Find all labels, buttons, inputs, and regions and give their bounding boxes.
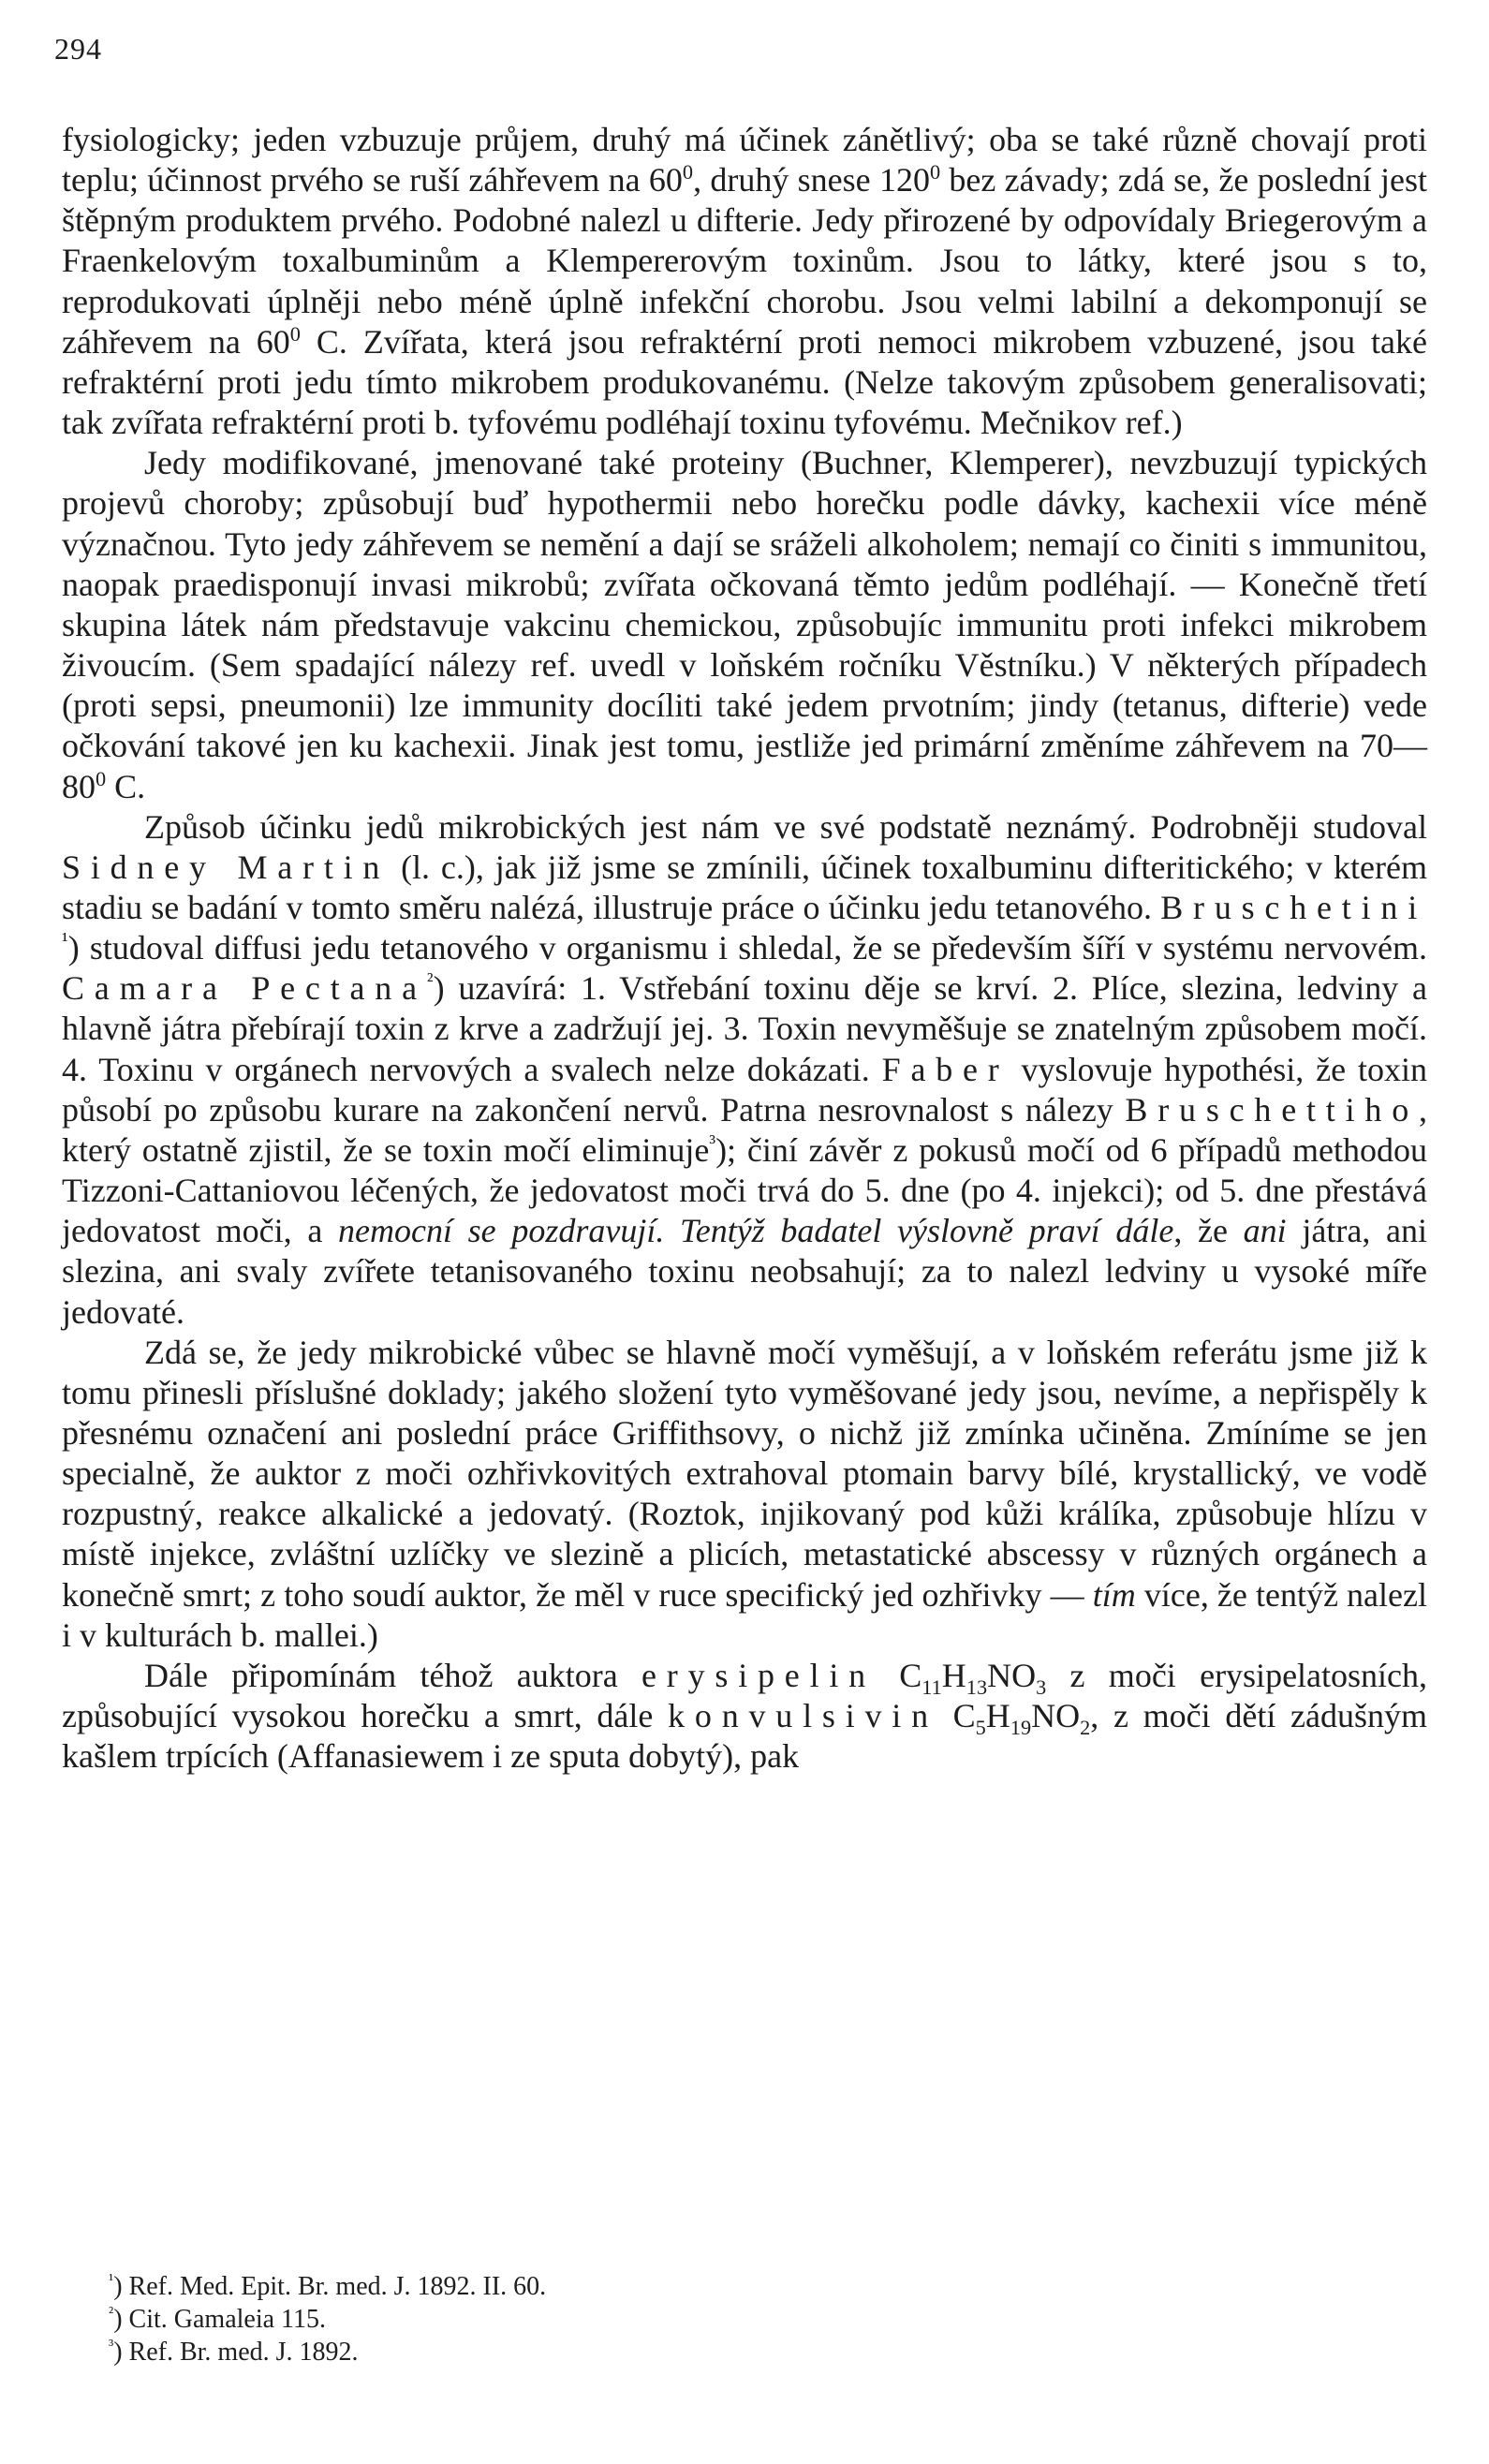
text-run: C [875,1656,922,1694]
subscript: 13 [966,1675,988,1700]
superscript: 0 [682,160,694,184]
subscript: 3 [1036,1675,1047,1700]
author-name: erysipelin [641,1656,876,1694]
paragraph [62,120,1427,443]
text-run: NO [987,1656,1037,1694]
superscript: ¹ [62,928,68,952]
text-run: C. [106,767,146,805]
footnotes [109,2270,1326,2368]
text-run: tím [1092,1575,1136,1614]
text-run: Jedy modifikované, jmenované také proteiny (Buchner, Klemperer), nevzbuzují typických projevů choroby; způsobují buď hypothermii nebo horečku podle dávky, kachexii více méně význačnou. Tyto jedy záhřevem se nemění a dají se sráželi alkoholem; nemají co činiti s immunitou, naopak praedisponují invasi mikrobů; zvířata očkovaná těmto jedům podléhají. — Konečně třetí skupina látek nám představuje vakcinu chemickou, způsobujíc immunitu proti infekci mikrobem živoucím. (Sem spadající nálezy ref. uvedl v loňském ročníku Věstníku.) V některých případech (proti sepsi, pneumonii) lze immunity docíliti také jedem prvotním; jindy (tetanus, difterie) vede očkování takové jen ku kachexii. Jinak jest tomu, jestliže jed primární změníme záhřevem na 70—80 [62,444,1427,805]
footnote-text: ) Ref. Med. Epit. Br. med. J. 1892. II. 60. [113,2272,547,2301]
text-run: Způsob účinku jedů mikrobických jest nám ve své podstatě neznámý. Podrobněji studoval [144,807,1427,846]
text-run: Dále připomínám téhož auktora [144,1656,642,1694]
footnote-text: ) Cit. Gamaleia 115. [113,2305,327,2334]
text-run: , který ostatně zjistil, že se toxin močí eliminuje [62,1090,1427,1169]
superscript: 0 [289,321,301,346]
superscript: 0 [929,160,941,184]
superscript: ² [426,968,434,993]
footnote-text: ) Ref. Br. med. J. 1892. [113,2338,359,2367]
paragraph [62,807,1427,1333]
text-run: ) uzavírá: 1. Vstřebání toxinu děje se krví. 2. Plíce, slezina, ledviny a hlavně játra přebírají toxin z krve a zadržují jej. 3. Toxin nevyměšuje se znatelným způsobem močí. 4. Toxinu v orgánech nervových a svalech nelze dokázati. [62,969,1427,1088]
paragraph [62,1656,1427,1777]
text-run: vyslovuje hypothési, že toxin působí po způsobu kurare na zakončení nervů. Patrna nesrovnalost s nálezy [62,1050,1427,1129]
text-run: (l. c.), jak již jsme se zmínili, účinek toxalbuminu difteritického; v kterém stadiu se badání v tomto směru nalézá, illustruje práce o účinku jedu tetanového. [62,848,1427,926]
text-run: více, že tentýž nalezl i v kulturách b. mallei.) [62,1575,1427,1654]
footnote-mark: ¹ [109,2270,114,2289]
body-text [62,120,1427,1777]
text-run: Zdá se, že jedy mikrobické vůbec se hlavně močí vyměšují, a v loňském referátu jsme již k tomu přinesli příslušné doklady; jakého složení tyto vyměšované jedy jsou, nevíme, a nepřispěly k přesnému označení ani poslední práce Griffithsovy, o nichž již zmínka učiněna. Zmíníme se jen specialně, že auktor z moči ozhřivkovitých extrahoval ptomain barvy bílé, krystallický, ve vodě rozpustný, reakce alkalické a jedovatý. (Roztok, injikovaný pod kůži králíka, způsobuje hlízu v místě injekce, zvláštní uzlíčky ve slezině a plicích, metastatické abscessy v různých orgánech a konečně smrt; z toho soudí auktor, že měl v ruce specifický jed ozhřivky — [62,1333,1427,1614]
author-name: Bruschetini [1160,888,1427,926]
text-run: C. Zvířata, která jsou refraktérní proti nemoci mikrobem vzbuzené, jsou také refraktérní proti jedu tímto mikrobem produkovanému. (Nelze takovým způsobem generalisovati; tak zvířata refraktérní proti b. tyfovému podléhají toxinu tyfovému. Mečnikov ref.) [62,322,1427,442]
footnote-mark: ³ [109,2336,114,2354]
text-run: ); činí závěr z pokusů močí od 6 případů methodou Tizzoni-Cattaniovou léčených, že jedovatost moči trvá do 5. dne (po 4. injekci); od 5. dne přestává jedovatost moči, a [62,1130,1427,1250]
author-name: konvulsivin [668,1697,938,1735]
superscript: 0 [96,766,107,790]
text-run: , z moči dětí zádušným kašlem trpících (Affanasiewem i ze sputa dobytý), pak [62,1697,1427,1776]
subscript: 5 [975,1716,986,1740]
superscript: ³ [709,1129,716,1154]
footnote [109,2336,1326,2368]
text-run: NO [1031,1697,1081,1735]
paragraph [62,1333,1427,1656]
text-run: fysiologicky; jeden vzbuzuje průjem, druhý má účinek zánětlivý; oba se také různě chovají proti teplu; účinnost prvého se ruší záhřevem na 60 [62,121,1427,199]
text-run: ani [1243,1212,1287,1250]
text-run: H [941,1656,966,1694]
footnote [109,2303,1326,2336]
subscript: 19 [1010,1716,1032,1740]
author-name: Sidney Martin [62,848,391,886]
text-run: ) studoval diffusi jedu tetanového v organismu i shledal, že se především šíří v systému nervovém. [67,929,1427,967]
text-run: H [985,1697,1010,1735]
text-run: játra, ani slezina, ani svaly zvířete tetanisovaného toxinu neobsahují; za to nalezl ledviny u vysoké míře jedovaté. [62,1212,1427,1331]
author-name: Faber [881,1050,1010,1088]
subscript: 11 [921,1675,942,1700]
paragraph [62,443,1427,806]
author-name: Camara Pectana [62,969,427,1008]
text-run: z moči erysipelatosních, způsobující vysokou horečku a smrt, dále [62,1656,1428,1735]
text-run: bez závady; zdá se, že poslední jest štěpným produktem prvého. Podobné nalezl u difterie. Jedy přirozené by odpovídaly Briegerovým a Fraenkelovým toxalbuminům a Klempererovým toxinům. Jsou to látky, které jsou s to, reprodukovati úplněji nebo méně úplně infekční chorobu. Jsou velmi labilní a dekomponují se záhřevem na 60 [62,161,1427,361]
subscript: 2 [1080,1716,1091,1740]
footnote [109,2270,1326,2303]
text-run: nemocní se pozdravují. Tentýž badatel výslovně praví dále [338,1212,1174,1250]
author-name: Bruschettiho [1125,1090,1419,1129]
footnote-mark: ² [109,2303,114,2322]
text-run: C [937,1697,976,1735]
text-run: , že [1173,1212,1244,1250]
text-run: , druhý snese 120 [693,161,930,199]
page-number: 294 [54,32,102,66]
